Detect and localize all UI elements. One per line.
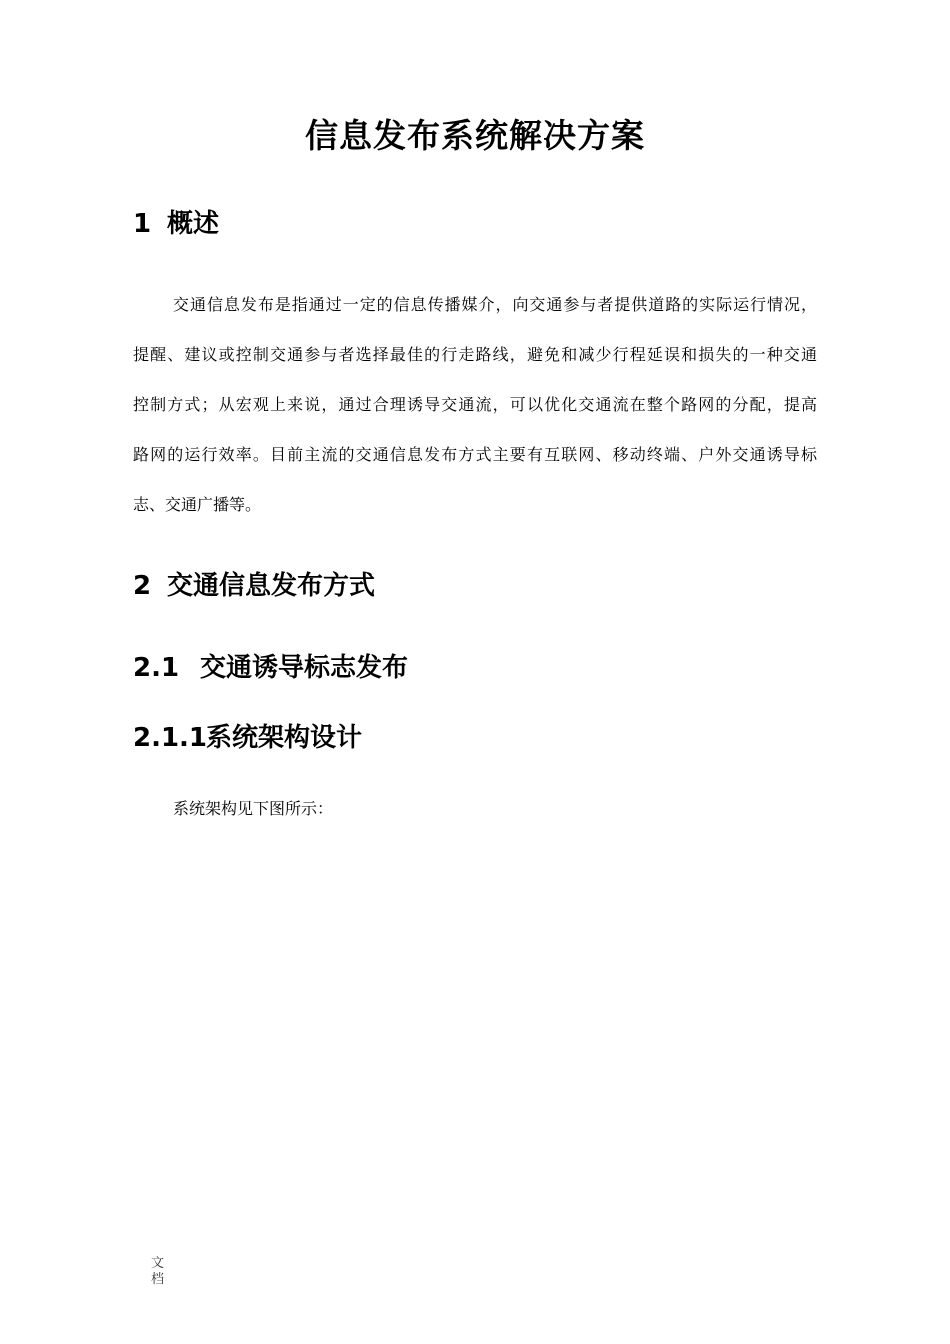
section-title: 交通信息发布方式 <box>167 571 376 601</box>
section-number: 2 <box>133 571 152 601</box>
architecture-intro-text: 系统架构见下图所示： <box>173 799 334 818</box>
section-number: 2.1.1 <box>133 723 208 753</box>
paragraph-line: 志、交通广播等。 <box>133 495 262 514</box>
section-number: 1 <box>133 209 152 239</box>
document-title: 信息发布系统解决方案 <box>305 116 645 155</box>
section-title: 交通诱导标志发布 <box>200 653 409 683</box>
footer-document-mark: 文档 <box>151 1256 165 1287</box>
section-heading-methods <box>133 568 375 604</box>
section-title: 概述 <box>167 209 220 239</box>
overview-paragraph <box>133 280 817 530</box>
section-number: 2.1 <box>133 653 180 683</box>
subsubsection-heading-architecture <box>133 720 362 756</box>
paragraph-line: 交通信息发布是指通过一定的信息传播媒介，向交通参与者提供道路的实际运行情况， <box>173 295 817 314</box>
paragraph-line: 路网的运行效率。目前主流的交通信息发布方式主要有互联网、移动终端、户外交通诱导标 <box>133 445 817 464</box>
paragraph-line: 提醒、建议或控制交通参与者选择最佳的行走路线，避免和减少行程延误和损失的一种交通 <box>133 345 817 364</box>
section-title: 系统架构设计 <box>206 723 363 753</box>
subsection-heading-guidance-signs <box>133 650 408 686</box>
paragraph-line: 控制方式；从宏观上来说，通过合理诱导交通流，可以优化交通流在整个路网的分配，提高 <box>133 395 817 414</box>
section-heading-overview <box>133 206 219 242</box>
